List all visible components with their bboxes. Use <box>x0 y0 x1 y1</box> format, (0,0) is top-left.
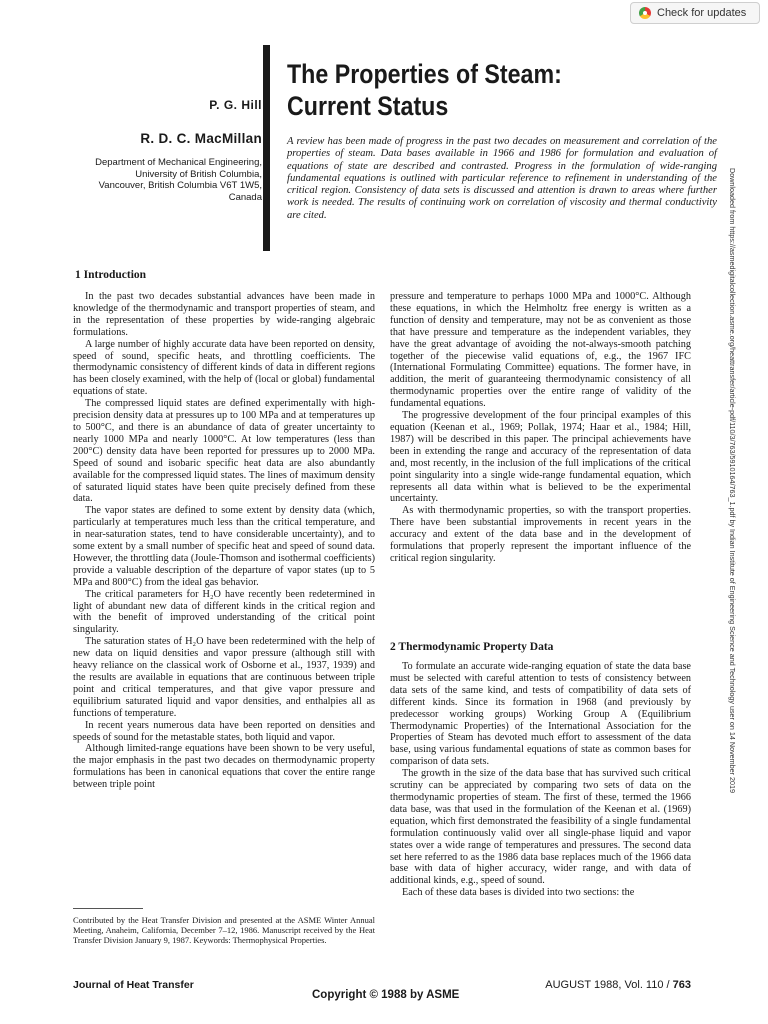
paragraph: In the past two decades substantial advances have been made in knowledge of the thermodynamic and transport properties of steam, and in the representation of these properties by wide-ranging algebraic formulations. <box>73 291 375 338</box>
footnote: Contributed by the Heat Transfer Division and presented at the ASME Winter Annual Meeting, Anaheim, California, December 7–12, 1986. Manuscript received by the Heat Transfer Division January 9, 1987. Keywords: Thermophysical Properties. <box>73 915 375 945</box>
author-1: P. G. Hill <box>209 98 262 112</box>
issue-text: AUGUST 1988, Vol. 110 / <box>545 979 673 991</box>
paragraph: In recent years numerous data have been reported on densities and speeds of sound for the metastable states, both liquid and vapor. <box>73 719 375 743</box>
page-number: 763 <box>672 979 691 991</box>
title-line-1: The Properties of Steam: <box>287 59 562 89</box>
paragraph: The progressive development of the four principal examples of this equation (Keenan et al., 1969; Pollak, 1974; Haar et al., 1984; Hill, 1987) will be described in this paper. The principal achievements have been in extending the range and accuracy of the representation of data and, most recently, in the inclusion of the full implications of the critical point singularity into a single wide-range fundamental equation, which represents all data within what is believed to be the experimental uncertainty. <box>390 410 691 505</box>
paragraph: As with thermodynamic properties, so with the transport properties. There have been substantial improvements in recent years in the accuracy and extent of the data base and in the development of formulations that properly represent the important influence of the critical region singularity. <box>390 505 691 564</box>
check-for-updates-label: Check for updates <box>657 7 747 19</box>
section-heading-introduction: 1 Introduction <box>75 269 147 281</box>
section-heading-thermodynamic-property-data: 2 Thermodynamic Property Data <box>390 641 554 653</box>
affiliation <box>62 157 262 203</box>
paragraph: To formulate an accurate wide-ranging equation of state the data base must be selected with careful attention to tests of consistency between data sets of the same kind, and tests of compatibility of data sets of different kinds. Since its formation in 1968 (and previously by predecessor working groups) Working Group A (Equilibrium Thermodynamic Properties) of the International Association for the Properties of Steam has devoted much effort to assessment of the data base, using various fundamental equations of state as common bases for comparison of data sets. <box>390 661 691 768</box>
issue-info <box>545 979 691 991</box>
paragraph: The vapor states are defined to some extent by density data (which, particularly at temperatures much less than the critical temperature, and in near-saturation states, tend to have considerable uncertainty), and to some extent by a small number of specific heat and speed of sound data. However, the throttling data (Joule-Thomson and isothermal coefficients) provide a valuable description of the departure of vapor states (up to 5 MPa and 800°C) from the ideal gas behavior. <box>73 505 375 588</box>
column-right-top <box>390 291 691 565</box>
paragraph: The compressed liquid states are defined experimentally with high-precision density data at pressures up to 100 MPa and at temperatures up to 500°C, and there is an abundance of data of greater uncertainty to nearly 1000 MPa and nearly 1000°C. At low temperatures (less than 200°C) density data have been reported for pressures up to 2000 MPa. Speed of sound and isobaric specific heat data are also abundantly available for the compressed liquid states. The lines of maximum density of saturated liquid states have been quite precisely defined from these data. <box>73 398 375 505</box>
footnote-rule <box>73 908 143 909</box>
download-notice: Downloaded from https://asmedigitalcollection.asme.org/heattransfer/article-pdf/110/3/763/5910164/763_1.pdf by Indian Institute of Engineering Science and Technology user on 14 November 2019 <box>728 168 737 794</box>
journal-name: Journal of Heat Transfer <box>73 979 194 991</box>
download-notice-sidebar <box>728 168 744 928</box>
paragraph: The growth in the size of the data base that has survived such critical scrutiny can be appreciated by comparing two sets of data on the thermodynamic properties of steam. The first of these, termed the 1966 data base, was that used in the formulation of the Keenan et al. (1969) equation, which first demonstrated the feasibility of a single fundamental formulation continuously valid over all single-phase liquid and vapor states over a wide range of temperatures and pressures. The second data set here referred to as the 1986 data base replaces much of the 1966 data base with data of higher accuracy, wider range, and with data of additional kinds, e.g., speed of sound. <box>390 768 691 887</box>
paragraph: The critical parameters for H₂O have recently been redetermined in light of abundant new data of different kinds in the critical region and with the benefit of improved understanding of the critical point singularity. <box>73 588 375 636</box>
column-right-bottom <box>390 661 691 899</box>
affiliation-line: University of British Columbia, <box>135 168 262 180</box>
title-divider-bar <box>263 45 270 251</box>
paragraph: Although limited-range equations have been shown to be very useful, the major emphasis in the past two decades on thermodynamic property formulations has been in canonical equations that cover the entire range between triple point <box>73 743 375 791</box>
affiliation-line: Department of Mechanical Engineering, <box>95 157 262 168</box>
paragraph: Each of these data bases is divided into two sections: the <box>402 887 635 899</box>
affiliation-line: Canada <box>228 191 262 203</box>
affiliation-line: Vancouver, British Columbia V6T 1W5, <box>98 180 262 191</box>
title-line-2: Current Status <box>287 91 449 121</box>
abstract: A review has been made of progress in the past two decades on measurement and correlation of the properties of steam. Data bases available in 1966 and 1986 for formulation and evaluation of equations of state are described and contrasted. Progress in the formulation of wide-ranging fundamental equations is outlined with particular reference to refinement in understanding of the critical region. Consistency of data sets is discussed and attention is drawn to areas where further work is needed. The results of continuing work on correlation of viscosity and thermal conductivity are cited. <box>287 136 717 221</box>
update-icon <box>639 7 651 19</box>
copyright: Copyright © 1988 by ASME <box>312 989 460 1001</box>
author-2: R. D. C. MacMillan <box>140 131 262 146</box>
paragraph: pressure and temperature to perhaps 1000 MPa and 1000°C. Although these equations, in which the Helmholtz free energy is written as a function of density and temperature, may not be as convenient as those that have pressure and temperature as the independent variables, they have the great advantage of avoiding the not-always-smooth patching together of the piecewise valid equations of, e.g., the 1967 IFC (International Formulating Committee) equations. The former have, in addition, the merit of guaranteeing thermodynamic consistency of all thermodynamic properties over the entire range of validity of the fundamental equations. <box>390 291 691 410</box>
check-for-updates-button[interactable] <box>630 2 760 24</box>
paragraph: A large number of highly accurate data have been reported on density, speed of sound, specific heats, and throttling coefficients. The thermodynamic consistency of different kinds of data in different regions has been closely examined, with the help of (local or global) fundamental equations of state. <box>73 338 375 398</box>
paragraph: The saturation states of H₂O have been redetermined with the help of new data on liquid densities and vapor pressure (although still with heavy reliance on the classical work of Osborne et al., 1937, 1939) and the results are available in equations that are continuous between triple point and critical temperatures, and that give vapor pressure and equilibrium saturated liquid and vapor densities, and enthalpies all as functions of temperature. <box>73 636 375 719</box>
column-left <box>73 291 375 791</box>
paper-title <box>287 58 734 122</box>
